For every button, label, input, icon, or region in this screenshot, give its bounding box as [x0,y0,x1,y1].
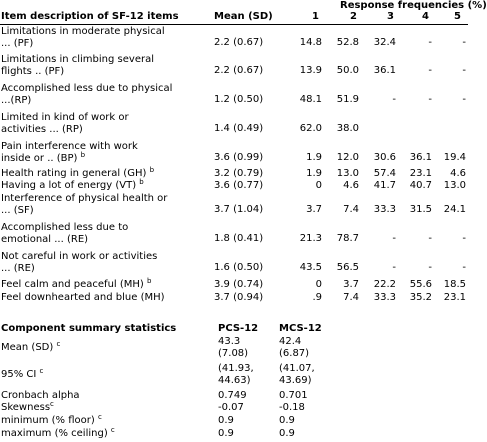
freq-2: 51.9 [336,94,359,105]
freq-col-1: 1 [312,11,319,22]
item-mean: 1.6 (0.50) [214,262,264,273]
freq-3: 22.2 [373,279,396,290]
summary-row-label: Cronbach alpha [1,390,80,401]
freq-5: - [462,65,466,76]
freq-3: 36.1 [373,65,396,76]
footnote-mark: c [50,400,54,408]
freq-5: 4.6 [450,168,466,179]
item-line-1: Feel downhearted and blue (MH) [1,292,165,303]
item-header: Item description of SF-12 items [1,11,179,22]
mcs-value-1: (41.07, [279,363,315,374]
item-line-2: ... (RE) [1,262,35,274]
mcs-value: 0.701 [279,390,308,401]
footnote-mark: c [97,413,102,421]
summary-row-label [1,415,102,427]
freq-4: - [428,37,432,48]
freq-3: 41.7 [373,180,396,191]
freq-4: 23.1 [409,168,432,179]
freq-5: - [462,233,466,244]
footnote-mark: c [56,340,61,348]
freq-header: Response frequencies (%) [340,0,487,11]
freq-1: 43.5 [299,262,322,273]
mcs-value: 0.9 [279,415,295,426]
freq-2: 78.7 [336,233,359,244]
summary-row-label [1,402,54,414]
freq-1: .9 [312,292,322,303]
freq-1: 48.1 [299,94,322,105]
summary-row-label [1,369,43,381]
summary-label-text: maximum (% ceiling) [1,428,108,439]
freq-col-2: 2 [350,11,357,22]
item-mean: 1.4 (0.49) [214,123,264,134]
freq-4: - [428,262,432,273]
item-line-2: ... (PF) [1,37,34,49]
freq-1: 13.9 [299,65,322,76]
freq-2: 52.8 [336,37,359,48]
item-line-1: Interference of physical health or [1,193,168,204]
freq-5: 19.4 [443,152,466,163]
freq-col-5: 5 [454,11,461,22]
pcs-value: 0.9 [218,428,234,439]
header-rule [0,24,468,25]
item-mean: 1.8 (0.41) [214,233,264,244]
freq-4: - [428,233,432,244]
pcs-value-1: (41.93, [218,363,254,374]
freq-5: - [462,262,466,273]
freq-1: 62.0 [299,123,322,134]
freq-5: - [462,37,466,48]
freq-2: 56.5 [336,262,359,273]
item-line-1: Limitations in climbing several [1,54,154,65]
freq-5: 24.1 [443,204,466,215]
item-mean: 3.6 (0.77) [214,180,264,191]
item-line-1: Accomplished less due to [1,222,129,233]
freq-2: 38.0 [336,123,359,134]
freq-2: 13.0 [336,168,359,179]
item-line-1: Limitations in moderate physical [1,26,165,37]
pcs-value-2: (7.08) [218,347,249,359]
footnote-mark: b [80,150,86,159]
item-line-1: Pain interference with work [1,141,138,152]
mcs-value-1: 42.4 [279,336,302,347]
item-line-1: Health rating in general (GH) [1,168,147,179]
summary-label-text: minimum (% floor) [1,415,95,426]
freq-1: 14.8 [299,37,322,48]
freq-2: 12.0 [336,152,359,163]
pcs-header: PCS-12 [218,323,259,334]
mean-header: Mean (SD) [214,11,273,22]
item-line-1: Having a lot of energy (VT) [1,180,137,191]
freq-4: 35.2 [409,292,432,303]
freq-5: 23.1 [443,292,466,303]
freq-4: 40.7 [409,180,432,191]
freq-3: 32.4 [373,37,396,48]
pcs-value: 0.749 [218,390,247,401]
footnote-mark: b [149,166,155,174]
freq-1: 3.7 [306,204,322,215]
freq-3: 57.4 [373,168,396,179]
freq-2: 7.4 [343,292,359,303]
freq-4: 36.1 [409,152,432,163]
item-mean: 2.2 (0.67) [214,37,264,48]
freq-4: 31.5 [409,204,432,215]
freq-1: 1.9 [306,168,322,179]
freq-4: - [428,65,432,76]
pcs-value-2: 44.63) [218,374,251,386]
freq-3: 30.6 [373,152,396,163]
footnote-mark: c [110,426,115,434]
item-mean: 2.2 (0.67) [214,65,264,76]
summary-row-label [1,428,115,440]
freq-1: 0 [315,279,322,290]
mcs-value: 0.9 [279,428,295,439]
item-line-2: flights .. (PF) [1,65,65,77]
pcs-value [218,336,248,359]
pcs-value-1: 43.3 [218,336,241,347]
freq-4: - [428,94,432,105]
item-line-1: Limited in kind of work or [1,112,129,123]
item-mean: 1.2 (0.50) [214,94,264,105]
item-line-2: activities ... (RP) [1,123,83,135]
summary-row-label [1,342,60,354]
freq-2: 7.4 [343,204,359,215]
freq-1: 1.9 [306,152,322,163]
footnote-mark: b [139,178,144,186]
freq-3: 33.3 [373,292,396,303]
mcs-value [279,336,309,359]
mcs-value-2: (6.87) [279,347,310,359]
item-line-2: ...(RP) [1,94,32,106]
footnote-mark: b [147,277,152,285]
freq-3: 33.3 [373,204,396,215]
freq-col-4: 4 [422,11,429,22]
pcs-value [218,363,254,386]
item-line-1: Not careful in work or activities [1,251,158,262]
mcs-value-2: 43.69) [279,374,312,386]
mcs-value [279,363,315,386]
mcs-value: -0.18 [279,402,305,413]
item-line-1: Feel calm and peaceful (MH) [1,279,144,290]
freq-1: 0 [315,180,322,191]
summary-label-text: Mean (SD) [1,342,54,353]
item-line-2: inside or .. (BP) [1,152,78,164]
pcs-value: -0.07 [218,402,244,413]
item-mean: 3.2 (0.79) [214,168,264,179]
item-line-1: Accomplished less due to physical [1,83,173,94]
freq-4: 55.6 [409,279,432,290]
freq-2: 3.7 [343,279,359,290]
item-mean: 3.7 (1.04) [214,204,264,215]
mcs-header: MCS-12 [279,323,322,334]
freq-1: 21.3 [299,233,322,244]
freq-3: - [392,233,396,244]
freq-2: 50.0 [336,65,359,76]
summary-title: Component summary statistics [1,323,177,334]
item-line-2: emotional ... (RE) [1,233,89,245]
summary-label-text: 95% CI [1,369,37,380]
footnote-mark: c [39,367,44,375]
freq-5: - [462,94,466,105]
freq-2: 4.6 [343,180,359,191]
item-mean: 3.9 (0.74) [214,279,264,290]
item-line-2: ... (SF) [1,204,34,216]
freq-col-3: 3 [387,11,394,22]
item-mean: 3.6 (0.99) [214,152,264,163]
freq-5: 18.5 [443,279,466,290]
pcs-value: 0.9 [218,415,234,426]
freq-5: 13.0 [443,180,466,191]
freq-3: - [392,94,396,105]
freq-3: - [392,262,396,273]
item-mean: 3.7 (0.94) [214,292,264,303]
summary-label-text: Skewness [1,402,51,413]
